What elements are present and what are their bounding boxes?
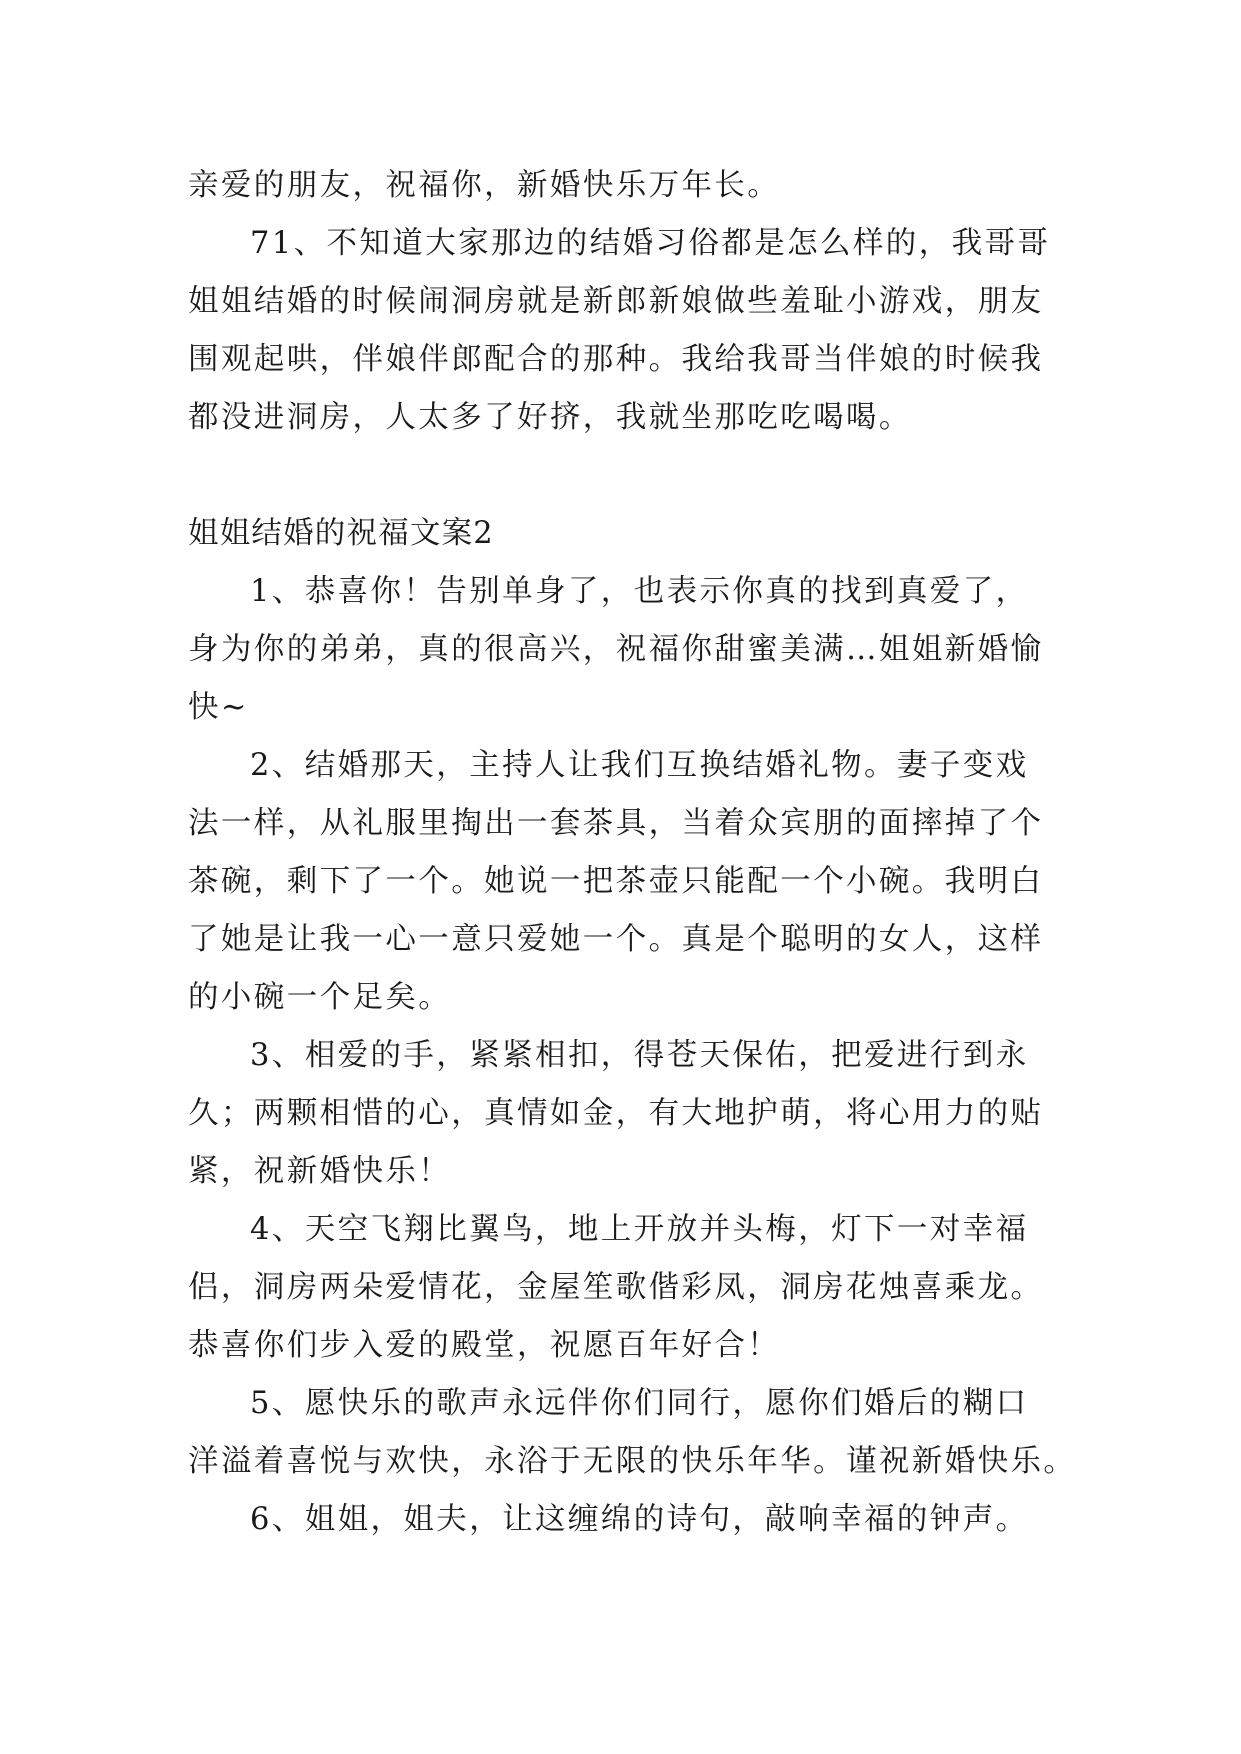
section-heading: 姐姐结婚的祝福文案2 (188, 516, 494, 551)
text-line: 亲爱的朋友，祝福你，新婚快乐万年长。 (188, 168, 781, 203)
text-line: 围观起哄，伴娘伴郎配合的那种。我给我哥当伴娘的时候我 (188, 342, 1044, 377)
paragraph-6-line: 6、姐姐，姐夫，让这缠绵的诗句，敲响幸福的钟声。 (250, 1502, 1029, 1537)
text-line: 紧，祝新婚快乐！ (188, 1154, 452, 1189)
text-line: 了她是让我一心一意只爱她一个。真是个聪明的女人，这样 (188, 922, 1044, 957)
text-line: 姐姐结婚的时候闹洞房就是新郎新娘做些羞耻小游戏，朋友 (188, 284, 1044, 319)
text-line: 快~ (188, 690, 249, 725)
paragraph-2-line: 2、结婚那天，主持人让我们互换结婚礼物。妻子变戏 (250, 748, 1029, 783)
text-line: 都没进洞房，人太多了好挤，我就坐那吃吃喝喝。 (188, 400, 912, 435)
text-line: 洋溢着喜悦与欢快，永浴于无限的快乐年华。谨祝新婚快乐。 (188, 1444, 1077, 1479)
text-line: 茶碗，剩下了一个。她说一把茶壶只能配一个小碗。我明白 (188, 864, 1044, 899)
text-line: 身为你的弟弟，真的很高兴，祝福你甜蜜美满…姐姐新婚愉 (188, 632, 1044, 667)
paragraph-71-line: 71、不知道大家那边的结婚习俗都是怎么样的，我哥哥 (250, 226, 1051, 261)
paragraph-1-line: 1、恭喜你！告别单身了，也表示你真的找到真爱了， (250, 574, 1029, 609)
paragraph-4-line: 4、天空飞翔比翼鸟，地上开放并头梅，灯下一对幸福 (250, 1212, 1029, 1247)
paragraph-5-line: 5、愿快乐的歌声永远伴你们同行，愿你们婚后的糊口 (250, 1386, 1029, 1421)
text-line: 法一样，从礼服里掏出一套茶具，当着众宾朋的面摔掉了个 (188, 806, 1044, 841)
text-line: 的小碗一个足矣。 (188, 980, 452, 1015)
text-line: 侣，洞房两朵爱情花，金屋笙歌偕彩凤，洞房花烛喜乘龙。 (188, 1270, 1044, 1305)
paragraph-3-line: 3、相爱的手，紧紧相扣，得苍天保佑，把爱进行到永 (250, 1038, 1029, 1073)
text-line: 久；两颗相惜的心，真情如金，有大地护萌，将心用力的贴 (188, 1096, 1044, 1131)
text-line: 恭喜你们步入爱的殿堂，祝愿百年好合！ (188, 1328, 781, 1363)
